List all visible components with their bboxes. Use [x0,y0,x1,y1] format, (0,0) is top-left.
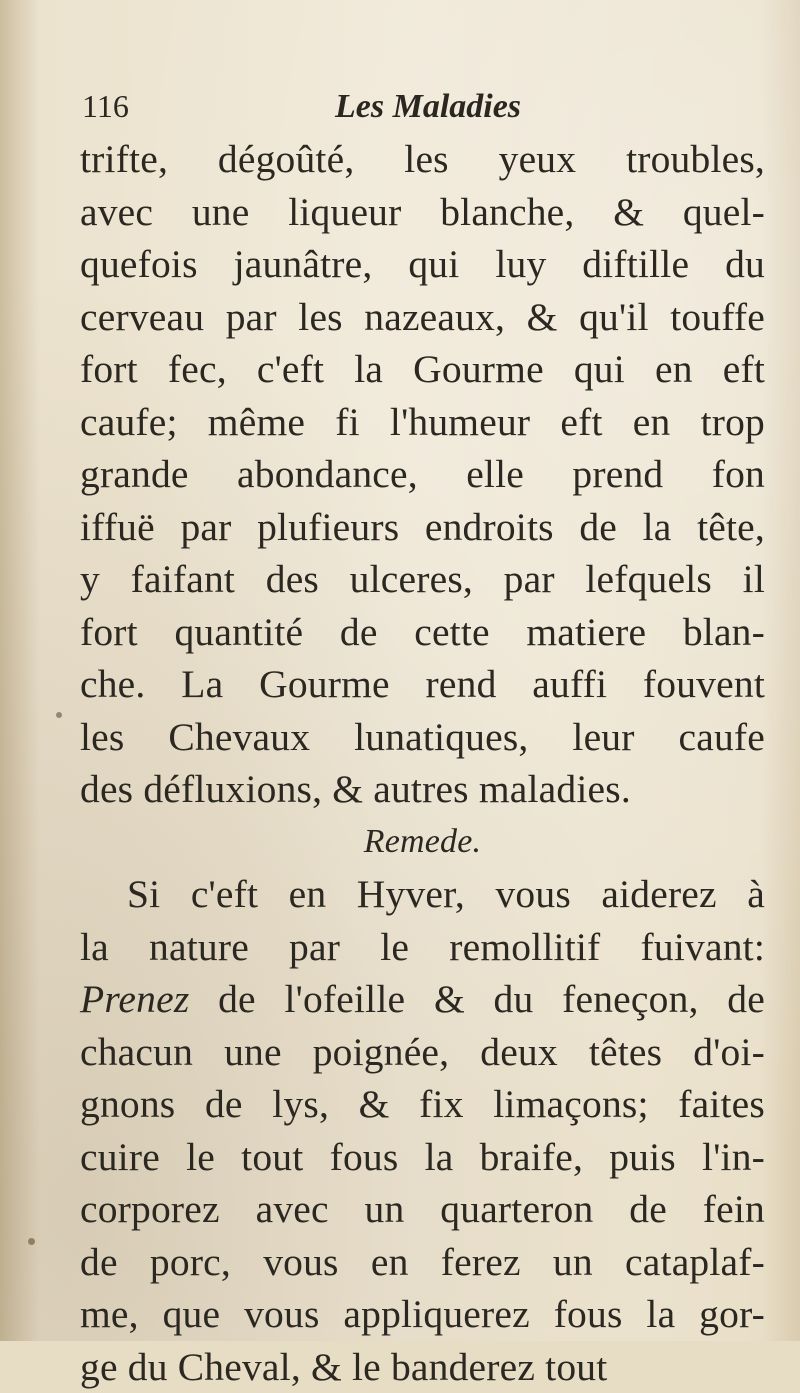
page-number: 116 [82,88,129,125]
text-line: fort quantité de cette matiere blan- [80,606,765,659]
text-line: che. La Gourme rend auffi fouvent [80,658,765,711]
text-line [80,973,765,1026]
text-line: iffuë par plufieurs endroits de la tête, [80,501,765,554]
text-line: grande abondance, elle prend fon [80,448,765,501]
text-line: corporez avec un quarteron de fein [80,1183,765,1236]
text-fragment: de l'ofeille & du feneçon, de [189,977,765,1021]
text-line: de porc, vous en ferez un cataplaf- [80,1236,765,1289]
running-head: Les Maladies [335,88,521,126]
ink-spot [28,1238,35,1245]
section-heading: Remede. [80,816,765,869]
ink-spot [56,712,62,718]
text-line: Si c'eft en Hyver, vous aiderez à [80,868,765,921]
text-line: ge du Cheval, & le banderez tout [80,1341,765,1393]
text-line: chacun une poignée, deux têtes d'oi- [80,1026,765,1079]
text-line: fort fec, c'eft la Gourme qui en eft [80,343,765,396]
text-line: me, que vous appliquerez fous la gor- [80,1288,765,1341]
page-header [80,88,760,138]
body-text [80,133,765,1393]
text-line: caufe; même fi l'humeur eft en trop [80,396,765,449]
text-line: y faifant des ulceres, par lefquels il [80,553,765,606]
text-line: la nature par le remollitif fuivant: [80,921,765,974]
text-line: trifte, dégoûté, les yeux troubles, [80,133,765,186]
text-line: des défluxions, & autres maladies. [80,763,765,816]
text-line: les Chevaux lunatiques, leur caufe [80,711,765,764]
text-line: avec une liqueur blanche, & quel- [80,186,765,239]
text-line: cerveau par les nazeaux, & qu'il touffe [80,291,765,344]
text-line: cuire le tout fous la braife, puis l'in- [80,1131,765,1184]
text-line: quefois jaunâtre, qui luy diftille du [80,238,765,291]
text-line: gnons de lys, & fix limaçons; faites [80,1078,765,1131]
prenez-word: Prenez [80,977,189,1021]
